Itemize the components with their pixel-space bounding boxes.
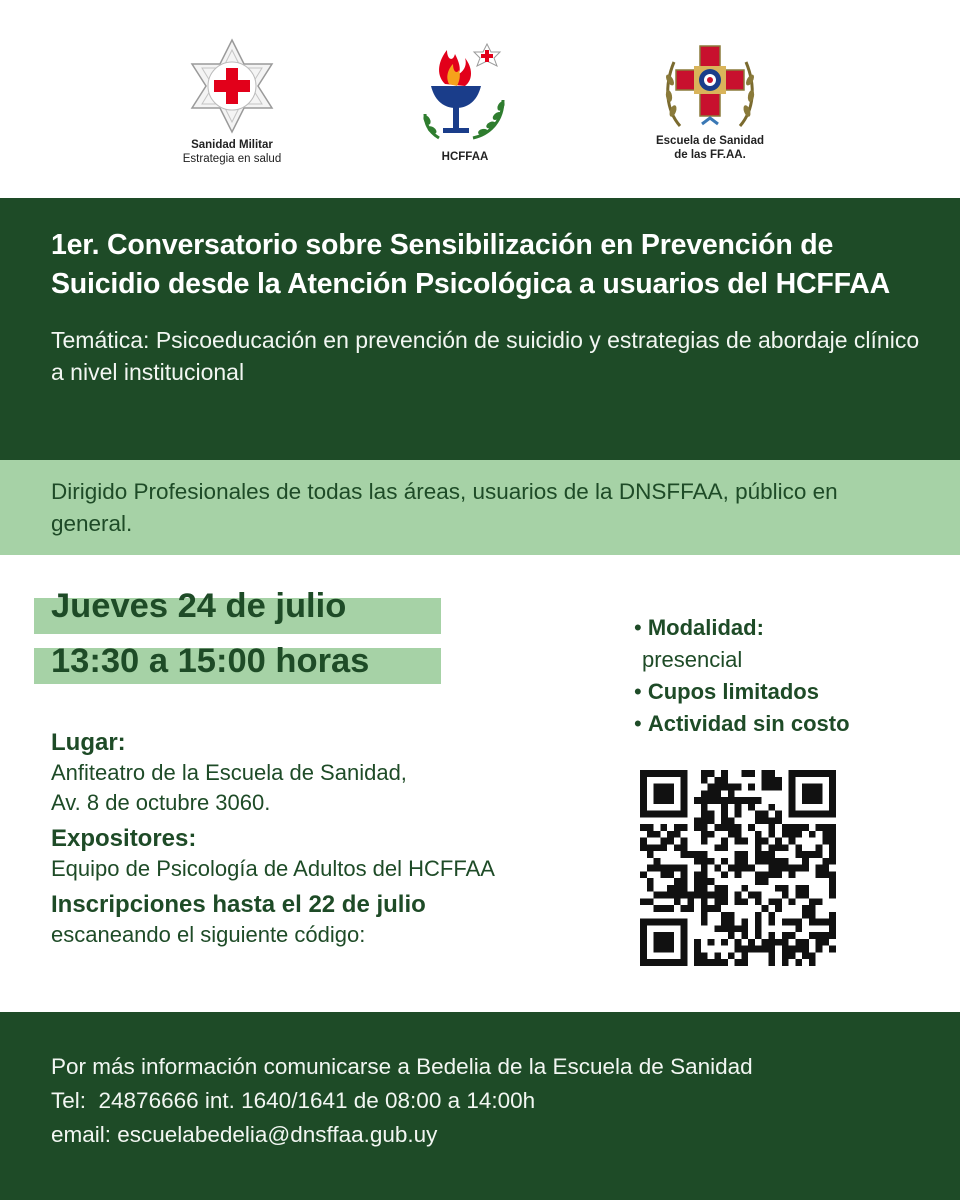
place-line2: Av. 8 de octubre 3060. — [51, 790, 271, 815]
place-line1: Anfiteatro de la Escuela de Sanidad, — [51, 760, 407, 785]
modality-label: Modalidad: — [647, 615, 764, 640]
place-label: Lugar: — [51, 729, 126, 756]
contact-email[interactable]: email: escuelabedelia@dnsffaa.gub.uy — [51, 1122, 438, 1147]
flame-chalice-icon — [417, 40, 513, 144]
list-item: • Cupos limitados — [634, 679, 819, 704]
school-crest-icon — [660, 40, 760, 130]
logo-escuela-sanidad — [630, 40, 790, 162]
event-details — [51, 728, 611, 950]
modality-value: presencial — [642, 647, 743, 672]
speakers-value: Equipo de Psicología de Adultos del HCFFAA — [51, 856, 495, 881]
logo-name: Sanidad Militar — [191, 139, 273, 151]
qr-code-icon[interactable] — [640, 770, 836, 966]
list-item: • Actividad sin costo — [634, 711, 850, 736]
limited-spots: Cupos limitados — [647, 679, 819, 704]
logo-tagline: Estrategia en salud — [182, 153, 282, 165]
audience-text: Dirigido Profesionales de todas las áreas, usuarios de la DNSFFAA, público en general. — [51, 479, 838, 536]
logo-line1: Escuela de Sanidad — [655, 135, 764, 147]
logo-line2: de las FF.AA. — [674, 149, 746, 161]
event-features-list — [634, 612, 934, 740]
title-band — [0, 198, 960, 460]
audience-band — [0, 460, 960, 555]
contact-footer — [0, 1012, 960, 1200]
event-theme: Temática: Psicoeducación en prevención de suicidio y estrategias de abordaje clínico a nivel institucional — [51, 327, 920, 385]
event-date: Jueves 24 de julio — [51, 587, 347, 625]
event-time: 13:30 a 15:00 horas — [51, 642, 370, 680]
registration-note: escaneando el siguiente código: — [51, 922, 366, 947]
contact-info: Por más información comunicarse a Bedelia de la Escuela de Sanidad — [51, 1054, 753, 1079]
logo-name: HCFFAA — [441, 151, 489, 163]
event-title: 1er. Conversatorio sobre Sensibilización en Prevención de Suicidio desde la Atención Psicológica a usuarios del HCFFAA — [51, 229, 890, 300]
free-activity: Actividad sin costo — [647, 711, 850, 736]
list-item: • Modalidad: — [634, 615, 764, 640]
star-cross-emblem-icon — [184, 38, 280, 134]
contact-phone: Tel: 24876666 int. 1640/1641 de 08:00 a 14:00h — [51, 1088, 536, 1113]
list-item — [634, 644, 934, 676]
speakers-label: Expositores: — [51, 825, 197, 852]
logo-hcffaa — [410, 40, 520, 164]
logo-header — [0, 0, 960, 198]
registration-label: Inscripciones hasta el 22 de julio — [51, 891, 426, 918]
logo-sanidad-militar — [162, 38, 302, 166]
